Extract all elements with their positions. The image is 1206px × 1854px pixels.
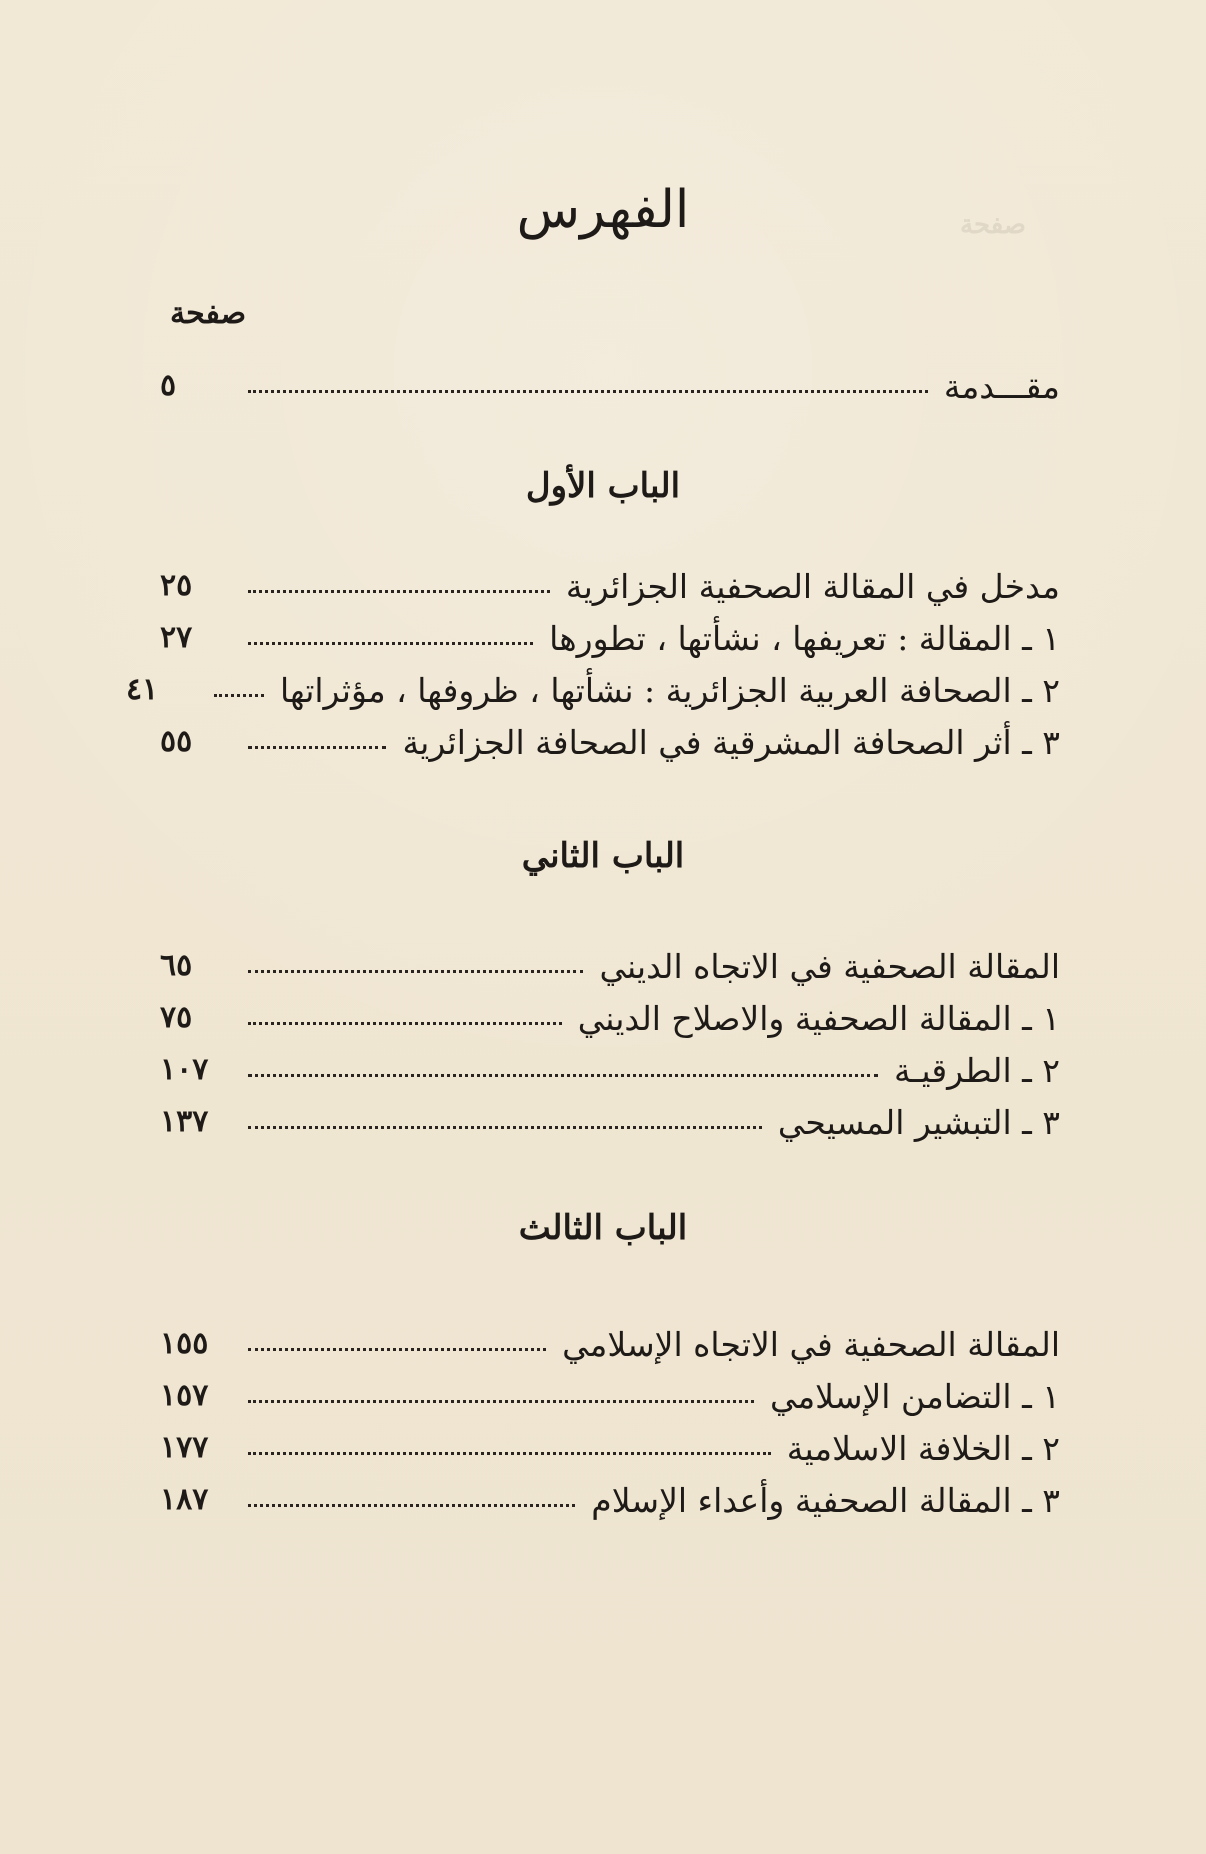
toc-entry-label: ٢ ـ الصحافة العربية الجزائرية : نشأتها ، ظروفها ، مؤثراتها: [279, 670, 1060, 710]
page-number: ٥: [160, 368, 177, 403]
toc-entry-label: ٣ ـ أثر الصحافة المشرقية في الصحافة الجزائرية: [402, 722, 1060, 762]
intro-entry: [160, 360, 1060, 412]
page-number: ٦٥: [160, 948, 193, 983]
page-number: ٢٥: [160, 568, 193, 603]
toc-row: [125, 664, 1060, 716]
section-title: الباب الثالث: [518, 1208, 688, 1248]
page-number: ٧٥: [160, 1000, 193, 1035]
page-number: ٤١: [125, 672, 159, 707]
toc-section-2: [160, 940, 1060, 1148]
page-number: ١٥٥: [160, 1326, 209, 1361]
page-column-heading: صفحة: [170, 296, 247, 331]
toc-row: [160, 1318, 1060, 1370]
page-number: ١٨٧: [160, 1482, 209, 1517]
toc-row: [160, 992, 1060, 1044]
toc-entry-label: المقالة الصحفية في الاتجاه الديني: [599, 946, 1060, 986]
page-number: ١٧٧: [160, 1430, 209, 1465]
dot-leader: [248, 1400, 754, 1403]
toc-entry-label: ٢ ـ الطرقيـة: [894, 1050, 1060, 1090]
toc-row: [160, 940, 1060, 992]
toc-row: [160, 1422, 1060, 1474]
dot-leader: [248, 970, 583, 973]
toc-section-3: [160, 1318, 1060, 1526]
toc-entry-label: ١ ـ المقالة الصحفية والاصلاح الديني: [577, 998, 1060, 1038]
page-number: ١٥٧: [160, 1378, 209, 1413]
dot-leader: [248, 642, 533, 645]
dot-leader: [248, 1504, 575, 1507]
toc-section-1: [125, 560, 1060, 768]
toc-entry-label: ١ ـ المقالة : تعريفها ، نشأتها ، تطورها: [549, 618, 1060, 658]
page-number: ١٣٧: [160, 1104, 209, 1139]
page-number: ١٠٧: [160, 1052, 209, 1087]
section-title: الباب الثاني: [521, 836, 685, 876]
toc-entry-label: المقالة الصحفية في الاتجاه الإسلامي: [562, 1324, 1060, 1364]
page-title: الفهرس: [516, 180, 690, 240]
dot-leader: [248, 746, 386, 749]
dot-leader: [248, 1452, 771, 1455]
toc-row: [160, 1474, 1060, 1526]
toc-entry-label: مدخل في المقالة الصحفية الجزائرية: [565, 566, 1060, 606]
toc-entry-label: ٢ ـ الخلافة الاسلامية: [786, 1428, 1060, 1468]
toc-entry-label: ٣ ـ المقالة الصحفية وأعداء الإسلام: [591, 1480, 1060, 1520]
dot-leader: [248, 390, 928, 393]
toc-row: [160, 1044, 1060, 1096]
section-title: الباب الأول: [525, 466, 681, 506]
page-number: ٢٧: [160, 620, 193, 655]
toc-row: [160, 716, 1060, 768]
bleedthrough-mark: صفحة: [960, 210, 1026, 240]
toc-row: [160, 612, 1060, 664]
toc-row: [160, 560, 1060, 612]
dot-leader: [248, 1022, 562, 1025]
dot-leader: [248, 1074, 878, 1077]
toc-entry-label: مقـــدمة: [943, 366, 1060, 406]
page-number: ٥٥: [160, 724, 193, 759]
toc-entry-label: ٣ ـ التبشير المسيحي: [777, 1102, 1060, 1142]
dot-leader: [248, 590, 550, 593]
dot-leader: [248, 1126, 762, 1129]
toc-row: [160, 360, 1060, 412]
dot-leader: [248, 1348, 546, 1351]
toc-row: [160, 1370, 1060, 1422]
dot-leader: [214, 694, 264, 697]
toc-row: [160, 1096, 1060, 1148]
toc-entry-label: ١ ـ التضامن الإسلامي: [769, 1376, 1060, 1416]
